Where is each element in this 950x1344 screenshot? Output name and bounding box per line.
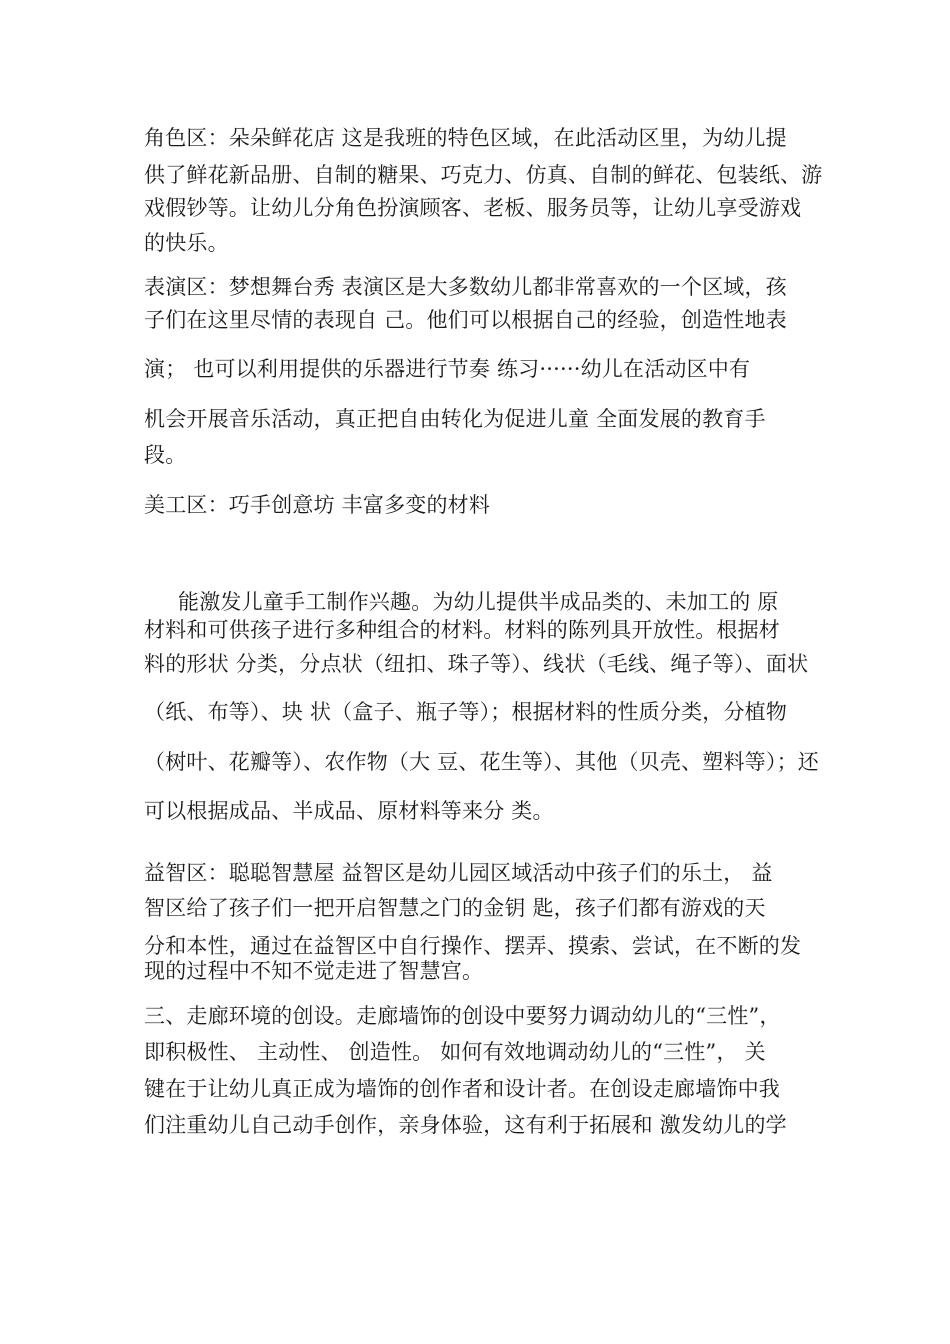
text-line: 供了鲜花新品册、自制的糖果、巧克力、仿真、自制的鲜花、包装纸、游: [144, 163, 823, 187]
text-line: 智区给了孩子们一把开启智慧之门的金钥 匙，孩子们都有游戏的天: [144, 896, 766, 920]
text-line: 表演区：梦想舞台秀 表演区是大多数幼儿都非常喜欢的一个区域，孩: [144, 275, 787, 299]
text-line: 美工区：巧手创意坊 丰富多变的材料: [144, 493, 491, 517]
text-line: 子们在这里尽情的表现自 己。他们可以根据自己的经验，创造性地表: [144, 308, 787, 332]
text-line: 们注重幼儿自己动手创作，亲身体验，这有利于拓展和 激发幼儿的学: [144, 1113, 787, 1137]
text-line: 能激发儿童手工制作兴趣。为幼儿提供半成品类的、未加工的 原: [178, 590, 779, 614]
text-line: 即积极性、 主动性、 创造性。 如何有效地调动幼儿的“三性”， 关: [144, 1040, 766, 1064]
text-line: 的快乐。: [144, 231, 229, 255]
text-line: 角色区：朵朵鲜花店 这是我班的特色区域，在此活动区里，为幼儿提: [144, 126, 787, 150]
text-line: 材料和可供孩子进行多种组合的材料。材料的陈列具开放性。根据材: [144, 618, 780, 642]
text-line: 分和本性，通过在益智区中自行操作、摆弄、摸索、尝试，在不断的发: [144, 934, 802, 958]
text-line: 戏假钞等。让幼儿分角色扮演顾客、老板、服务员等，让幼儿享受游戏: [144, 196, 802, 220]
text-line: （纸、布等）、块 状（盒子、瓶子等）；根据材料的性质分类，分植物: [144, 700, 788, 724]
text-line: 演； 也可以利用提供的乐器进行节奏 练习······幼儿在活动区中有: [144, 357, 751, 381]
text-line: 三、走廊环境的创设。走廊墙饰的创设中要努力调动幼儿的“三性”，: [144, 1004, 781, 1028]
text-line: 现的过程中不知不觉走进了智慧宫。: [144, 959, 484, 983]
text-line: 料的形状 分类，分点状（纽扣、珠子等）、线状（毛线、绳子等）、面状: [144, 652, 809, 676]
text-line: 键在于让幼儿真正成为墙饰的创作者和设计者。在创设走廊墙饰中我: [144, 1077, 780, 1101]
text-line: 可以根据成品、半成品、原材料等来分 类。: [144, 799, 554, 823]
text-line: 机会开展音乐活动，真正把自由转化为促进儿童 全面发展的教育手: [144, 407, 766, 431]
text-line: 益智区：聪聪智慧屋 益智区是幼儿园区域活动中孩子们的乐土， 益: [144, 861, 773, 885]
text-line: （树叶、花瓣等）、农作物（大 豆、花生等）、其他（贝壳、塑料等）；还: [144, 750, 819, 774]
text-line: 段。: [144, 443, 187, 467]
